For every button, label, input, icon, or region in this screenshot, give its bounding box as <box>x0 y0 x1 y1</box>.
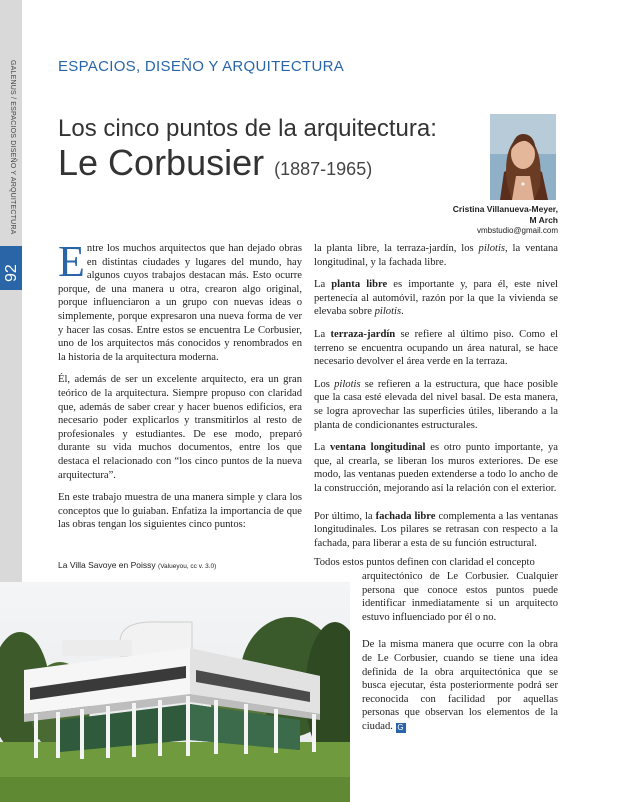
paragraph: La ventana longitudinal es otro punto importante, ya que, al crearla, se liberan los muros exteriores. De ese modo, las ventanas pueden extenderse a todo lo ancho de la construcción, mejorando así la relación con el exterior. <box>314 442 559 494</box>
paragraph: Por último, la fachada libre complementa a las ventanas longitudinales. Los pilares se retrasan con respecto a la fachada, para liberar a esta de su función estructural. <box>314 510 558 549</box>
paragraph-text: ntre los muchos arquitectos que han dejado obras en distintas ciudades y lugares del mundo, hay algunos cuyos trabajos destacan más. Esto ocurre porque, de una manera u otra, crearon algo original, porque influenciaron a un grupo con nuevas ideas o simplemente, porque expresaron una nueva forma de ver y hacer las cosas. Entre estos se encuentra Le Corbusier, uno de los arquitectos más conocidos y renombrados en la historia de la arquitectura moderna. <box>58 243 302 363</box>
bold-term: planta libre <box>331 279 388 291</box>
italic-term: pilotis <box>374 306 402 318</box>
italic-term: pilotis <box>334 378 361 390</box>
caption-credit: (Valueyou, cc v. 3.0) <box>158 563 217 570</box>
paragraph: La terraza-jardín se refiere al último piso. Como el terreno se encuentra ocupando un área natural, se hace necesario devolver el área verde en la terraza. <box>314 328 558 368</box>
bold-term: terraza-jardín <box>330 328 396 340</box>
architect-name: Le Corbusier <box>58 142 265 183</box>
paragraph: De la misma manera que ocurre con la obra de Le Corbusier, cuando se tiene una idea definida de la obra arquitectónica que se busca ejecutar, ésta posteriormente podrá ser reconocida con facilidad por aquellas personas que observan los elementos de la ciudad. G <box>362 639 558 732</box>
villa-savoye-photo <box>0 582 350 802</box>
lower-right-column <box>362 570 558 743</box>
architect-years: (1887-1965) <box>274 159 373 179</box>
caption-text: La Villa Savoye en Poissy <box>58 560 156 570</box>
paragraph: la planta libre, la terraza-jardín, los pilotis, la ventana longitudinal, y la fachada libre. <box>314 243 559 268</box>
photo-caption <box>58 560 216 570</box>
left-column <box>58 237 302 541</box>
end-mark-icon: G <box>397 722 404 732</box>
page-number: 92 <box>3 264 20 282</box>
author-credit <box>453 204 558 226</box>
author-name: Cristina Villanueva-Meyer, <box>452 204 558 214</box>
running-header-vertical <box>0 60 22 250</box>
paragraph: Él, además de ser un excelente arquitecto, era un gran teórico de la arquitectura. Siempre propuso con claridad que, además de saber crear y hacer buenos edificios, era necesario poder explicarlos y transmitirlos al resto de profesionales y estudiantes. De ese modo, preparó durante su vida muchos documentos, entre los que destaca el relacionado con “los cinco puntos de la nueva arquitectura”. <box>58 374 302 481</box>
bold-term: fachada libre <box>375 510 436 522</box>
article-title-line1: Los cinco puntos de la arquitectura: <box>58 115 437 142</box>
lower-paragraph-lead: Todos estos puntos definen con claridad el concepto <box>314 557 535 568</box>
section-title: ESPACIOS, DISEÑO Y ARQUITECTURA <box>58 58 345 75</box>
paragraph: arquitectónico de Le Corbusier. Cualquier persona que conoce estos puntos puede identificar inmediatamente si un arquitecto estuvo influenciado por él o no. <box>362 571 558 623</box>
running-header-text: GALENUS / ESPACIOS DISEÑO Y ARQUITECTURA <box>9 60 16 235</box>
right-column <box>314 242 558 559</box>
article-title-line2 <box>58 142 372 184</box>
author-email: vmbstudio@gmail.com <box>476 226 558 235</box>
paragraph: Los pilotis se refieren a la estructura, que hace posible que la casa esté elevada del nivel basal. De esta manera, se logra aprovechar las superficies útiles, liberando a la planta de condicionantes estructurales. <box>314 378 558 431</box>
author-degree: M Arch <box>529 215 558 225</box>
drop-cap: E <box>58 237 85 286</box>
page-number-tab <box>0 246 22 290</box>
italic-term: pilotis <box>478 243 506 254</box>
bold-term: ventana longitudinal <box>329 442 426 454</box>
paragraph: La planta libre es importante y, para él, este nivel pertenecía al automóvil, razón por la que la vivienda se elevaba sobre pilotis. <box>314 279 558 318</box>
paragraph: En este trabajo muestra de una manera simple y clara los conceptos que lo guiaban. Enfatiza la importancia de que las obras tengan los siguientes cinco puntos: <box>58 492 302 531</box>
paragraph <box>58 237 302 364</box>
author-photo <box>490 114 556 200</box>
